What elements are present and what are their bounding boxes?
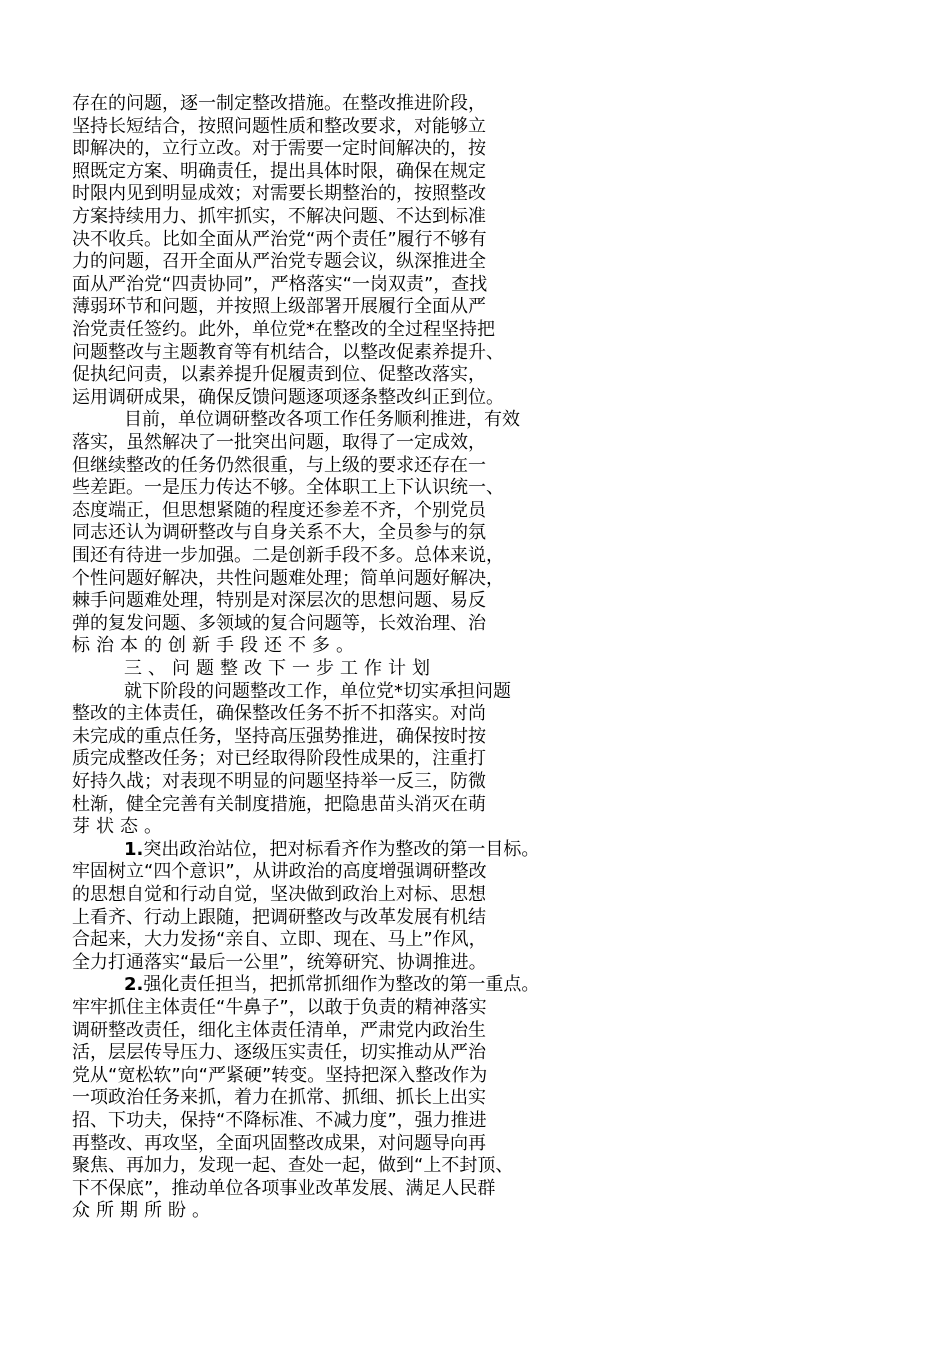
line-text: 调研整改责任，细化主体责任清单，严肃党内政治生: [72, 1019, 486, 1041]
line-text: 突出政治站位，把对标看齐作为整改的第一目标。: [143, 838, 540, 860]
text-line: [72, 160, 900, 183]
line-text: 就下阶段的问题整改工作，单位党*切实承担问题: [124, 680, 511, 702]
text-line: [72, 363, 900, 386]
text-line: [72, 567, 900, 590]
text-line: [72, 476, 900, 499]
line-text: 聚焦、再加力，发现一起、查处一起，做到“上不封顶、: [72, 1155, 514, 1177]
line-text: 标治本的创新手段还不多。: [72, 635, 360, 657]
text-line: [72, 883, 900, 906]
line-text: 弹的复发问题、多领域的复合问题等，长效治理、治: [72, 612, 486, 634]
line-text: 决不收兵。比如全面从严治党“两个责任”履行不够有: [72, 228, 487, 250]
line-text: 下不保底”，推动单位各项事业改革发展、满足人民群: [72, 1177, 496, 1199]
text-line: [72, 318, 900, 341]
text-line: [72, 1109, 900, 1132]
line-text: 促执纪问责，以素养提升促履责到位、促整改落实，: [72, 364, 486, 386]
text-line: [72, 770, 900, 793]
line-text: 牢牢抓住主体责任“牛鼻子”，以敢于负责的精神落实: [72, 997, 487, 1018]
line-text: 的思想自觉和行动自觉，坚决做到政治上对标、思想: [72, 884, 486, 905]
text-line: [72, 1019, 900, 1042]
line-text: 杜渐，健全完善有关制度措施，把隐患苗头消灭在萌: [72, 793, 486, 815]
line-text: 合起来，大力发扬“亲自、立即、现在、马上”作风，: [72, 929, 487, 951]
line-text: 即解决的，立行立改。对于需要一定时间解决的，按: [72, 138, 486, 160]
line-text: 牢固树立“四个意识”，从讲政治的高度增强调研整改: [72, 861, 487, 883]
text-line: [72, 228, 900, 251]
text-line: [72, 1154, 900, 1177]
text-line: [72, 182, 900, 205]
text-line: [72, 793, 900, 816]
text-line: [72, 1132, 900, 1155]
line-text: 芽状态。: [72, 816, 168, 838]
text-line: [124, 973, 900, 996]
text-line: [72, 544, 900, 567]
line-text: 照既定方案、明确责任，提出具体时限，确保在规定: [72, 160, 486, 182]
line-text: 全力打通落实“最后一公里”，统筹研究、协调推进。: [72, 951, 487, 973]
line-text: 同志还认为调研整改与自身关系不大，全员参与的氛: [72, 522, 486, 544]
text-line: [124, 657, 900, 680]
text-line: [72, 115, 900, 138]
line-text: 一项政治任务来抓，着力在抓常、抓细、抓长上出实: [72, 1087, 486, 1109]
text-line: [72, 1064, 900, 1087]
text-line: [72, 1086, 900, 1109]
text-line: [72, 205, 900, 228]
line-text: 坚持长短结合，按照问题性质和整改要求，对能够立: [72, 115, 486, 137]
line-text: 再整改、再攻坚，全面巩固整改成果，对问题导向再: [72, 1132, 486, 1154]
line-text: 薄弱环节和问题，并按照上级部署开展履行全面从严: [72, 296, 486, 318]
text-line: [72, 612, 900, 635]
text-line: [72, 996, 900, 1019]
text-line: [72, 589, 900, 612]
line-text: 围还有待进一步加强。二是创新手段不多。总体来说，: [72, 545, 504, 566]
line-text: 质完成整改任务；对已经取得阶段性成果的，注重打: [72, 748, 486, 770]
text-line: [124, 680, 900, 703]
text-line: [72, 928, 900, 951]
line-text: 活，层层传导压力、逐级压实责任，切实推动从严治: [72, 1042, 486, 1064]
line-text: 三、问题整改下一步工作计划: [124, 658, 436, 679]
line-text: 治党责任签约。此外，单位党*在整改的全过程坚持把: [72, 319, 495, 340]
line-text: 众所期所盼。: [72, 1200, 216, 1222]
line-text: 方案持续用力、抓牢抓实，不解决问题、不达到标准: [72, 206, 486, 227]
text-line: [72, 1199, 900, 1222]
line-text: 力的问题，召开全面从严治党专题会议，纵深推进全: [72, 251, 486, 273]
line-text: 未完成的重点任务，坚持高压强势推进，确保按时按: [72, 725, 486, 747]
text-line: [72, 341, 900, 364]
text-line: [72, 951, 900, 974]
text-line: [72, 499, 900, 522]
line-text: 棘手问题难处理，特别是对深层次的思想问题、易反: [72, 590, 486, 612]
text-line: [72, 386, 900, 409]
line-text: 时限内见到明显成效；对需要长期整治的，按照整改: [72, 183, 486, 205]
line-text: 落实，虽然解决了一批突出问题，取得了一定成效，: [72, 432, 486, 453]
text-line: [72, 906, 900, 929]
text-line: [72, 725, 900, 748]
text-line: [72, 431, 900, 454]
text-line: [72, 815, 900, 838]
line-text: 上看齐、行动上跟随，把调研整改与改革发展有机结: [72, 906, 486, 928]
text-line: [72, 92, 900, 115]
item-number: 1.: [124, 838, 144, 860]
line-text: 些差距。一是压力传达不够。全体职工上下认识统一、: [72, 477, 504, 499]
line-text: 强化责任担当，把抓常抓细作为整改的第一重点。: [143, 974, 540, 996]
line-text: 但继续整改的任务仍然很重，与上级的要求还存在一: [72, 454, 486, 476]
text-line: [72, 273, 900, 296]
text-line: [72, 454, 900, 477]
line-text: 态度端正，但思想紧随的程度还参差不齐，个别党员: [72, 499, 486, 521]
text-line: [72, 250, 900, 273]
line-text: 个性问题好解决，共性问题难处理；简单问题好解决，: [72, 567, 504, 589]
text-line: [124, 408, 900, 431]
text-line: [72, 521, 900, 544]
line-text: 目前，单位调研整改各项工作任务顺利推进，有效: [124, 409, 520, 431]
text-line: [72, 1041, 900, 1064]
text-line: [72, 860, 900, 883]
text-line: [124, 838, 900, 861]
line-text: 存在的问题，逐一制定整改措施。在整改推进阶段，: [72, 93, 486, 114]
line-text: 问题整改与主题教育等有机结合，以整改促素养提升、: [72, 341, 504, 363]
line-text: 党从“宽松软”向“严紧硬”转变。坚持把深入整改作为: [72, 1064, 488, 1086]
text-line: [72, 747, 900, 770]
text-line: [72, 295, 900, 318]
line-text: 整改的主体责任，确保整改任务不折不扣落实。对尚: [72, 703, 486, 725]
text-line: [72, 702, 900, 725]
item-number: 2.: [124, 974, 144, 996]
text-line: [72, 634, 900, 657]
line-text: 好持久战；对表现不明显的问题坚持举一反三，防微: [72, 771, 486, 792]
text-line: [72, 1177, 900, 1200]
text-line: [72, 137, 900, 160]
line-text: 招、下功夫，保持“不降标准、不减力度”，强力推进: [72, 1110, 487, 1131]
line-text: 面从严治党“四责协同”，严格落实“一岗双责”，查找: [72, 273, 488, 295]
line-text: 运用调研成果，确保反馈问题逐项逐条整改纠正到位。: [72, 386, 504, 408]
